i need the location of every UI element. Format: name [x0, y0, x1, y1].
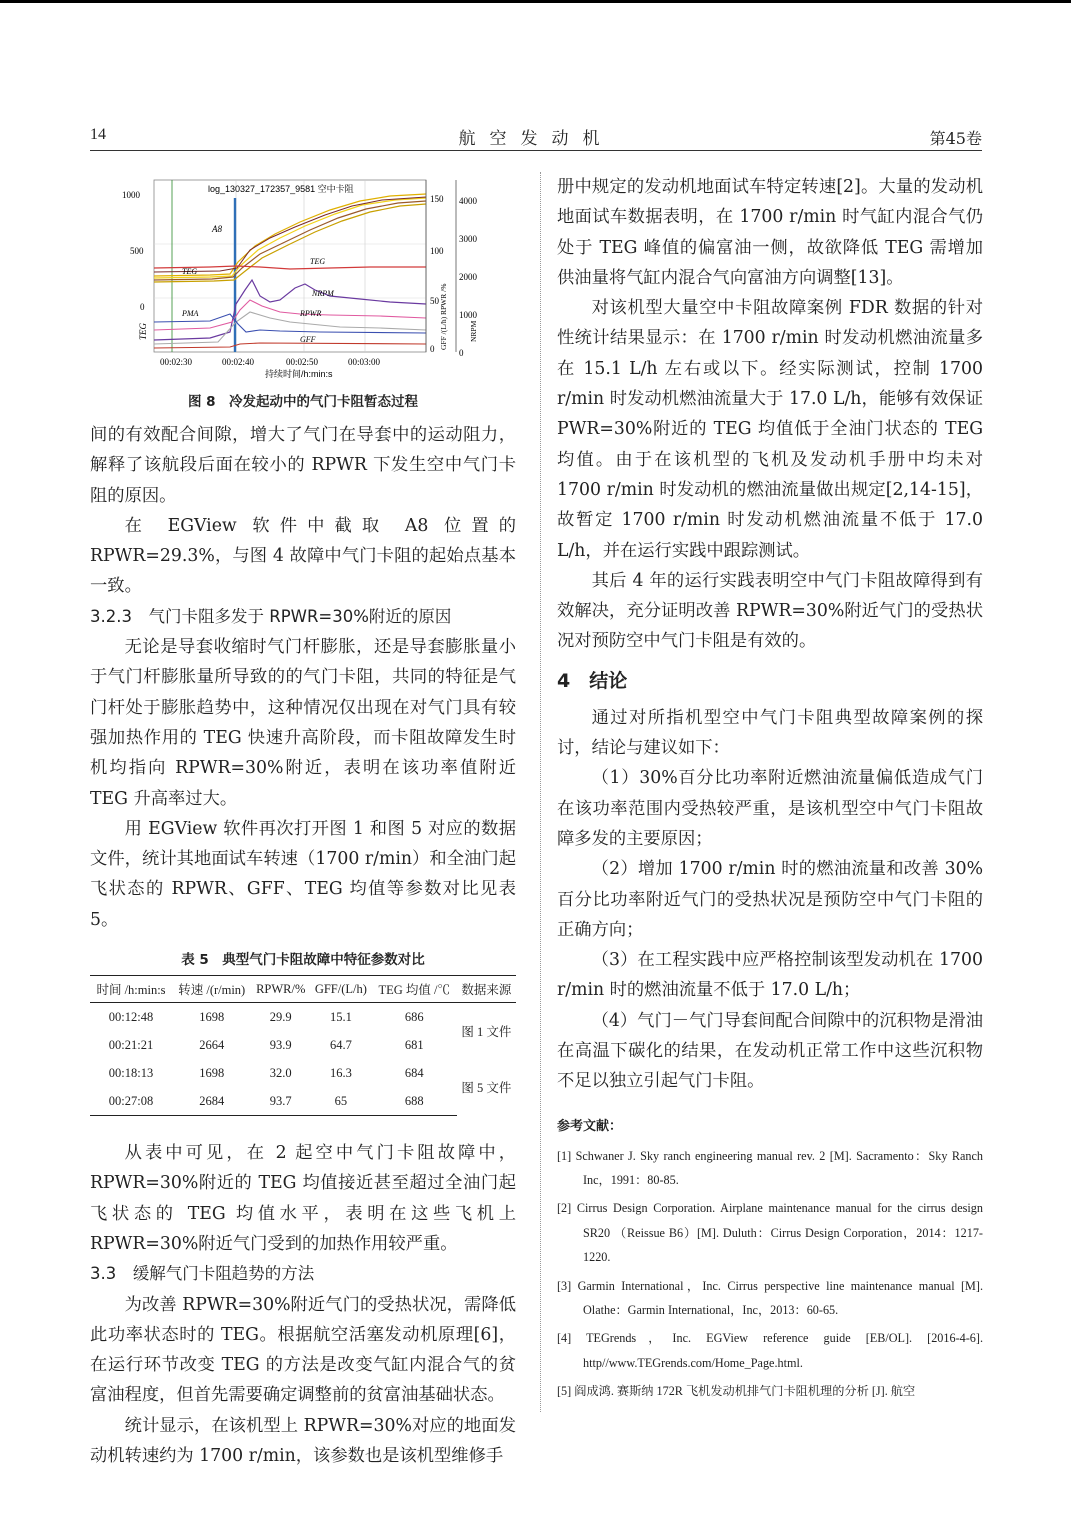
paragraph: 对该机型大量空中卡阻故障案例 FDR 数据的针对性统计结果显示：在 1700 r/min 时发动机燃油流量多在 15.1 L/h 左右或以下。经实际测试，控制 1700 r/min 时发动机燃油流量大于 17.0 L/h，能够有效保证 PWR=30%附近的 TEG 均值低于全油门状态的 TEG 均值。由于在该机型的飞机及发动机手册中均未对 1700 r/min 时发动机的燃油流量做出规定[2,14-15]，故暂定 1700 r/min 时发动机燃油流量不低于 17.0 L/h，并在运行实践中跟踪测试。	[557, 298, 983, 561]
table-cell: 00:18:13	[108, 1065, 154, 1080]
table-row	[90, 1031, 516, 1059]
paragraph: 统计显示，在该机型上 RPWR=30%对应的地面发动机转速约为 1700 r/min，该参数也是该机型维修手	[90, 1415, 516, 1467]
column-divider	[540, 172, 541, 1412]
table-cell: 00:27:08	[90, 1087, 172, 1116]
paragraph: （1）30%百分比功率附近燃油流量偏低造成气门在该功率范围内受热较严重，是该机型空中气门卡阻故障多发的主要原因；	[557, 768, 983, 849]
journal-title: 航空发动机	[458, 129, 614, 149]
paragraph: （2）增加 1700 r/min 时的燃油流量和改善 30%百分比功率附近气门的受热状况是预防空中气门卡阻的正确方向；	[557, 859, 983, 940]
y-right-tick-0: 0	[430, 344, 435, 354]
table-cell-source: 图 1 文件	[461, 1025, 512, 1040]
table-row	[90, 1003, 516, 1032]
table-5-caption: 表 5 典型气门卡阻故障中特征参数对比	[181, 952, 425, 969]
y-outer-tick-0: 0	[459, 348, 464, 358]
series-label-gff: GFF	[300, 335, 316, 344]
reference-item: [3] Garmin International，Inc. Cirrus perspective line maintenance manual [M]. Olathe：Garmin International，Inc，2013：60-65.	[557, 1278, 983, 1318]
figure-8-chart	[90, 172, 516, 382]
x-tick-3: 00:03:00	[348, 357, 381, 367]
section-heading-3-2-3: 3.2.3 气门卡阻多发于 RPWR=30%附近的原因	[90, 606, 452, 626]
table-header-cell: RPWR/%	[251, 976, 310, 1003]
table-header-cell: 时间 /h:min:s	[90, 976, 172, 1003]
series-label-rpwr: RPWR	[300, 309, 322, 318]
y-outer-tick-4000: 4000	[459, 196, 477, 206]
volume-label: 第45卷	[929, 129, 982, 148]
table-cell: 2664	[199, 1037, 225, 1052]
table-header-cell: 转速 /(r/min)	[172, 976, 252, 1003]
chart-title: log_130327_172357_9581 空中卡阻	[208, 184, 354, 194]
references-heading: 参考文献：	[557, 1118, 623, 1134]
paragraph: 为改善 RPWR=30%附近气门的受热状况，需降低此功率状态时的 TEG。根据航空活塞发动机原理[6]，在运行环节改变 TEG 的方法是改变气缸内混合气的贫富油程度，但首先需要确定调整前的贫富油基础状态。	[90, 1294, 516, 1406]
paragraph: （4）气门－气门导套间配合间隙中的沉积物是滑油在高温下碳化的结果，在发动机正常工作中这些沉积物不足以独立引起气门卡阻。	[557, 1010, 983, 1092]
header-rule	[90, 150, 982, 151]
y-left-tick-1000: 1000	[122, 190, 140, 200]
table-row	[90, 1059, 516, 1087]
table-cell: 32.0	[269, 1065, 292, 1080]
right-column	[557, 172, 983, 1408]
table-row	[90, 1087, 516, 1116]
reference-item: [4] TEGrends，Inc. EGView reference guide [EB/OL]. [2016-4-6]. http//www.TEGrends.com/Home_Page.html.	[557, 1331, 983, 1370]
table-5	[90, 975, 516, 1116]
table-cell: 65	[310, 1087, 372, 1116]
table-cell: 1698	[199, 1009, 225, 1024]
series-label-pma: PMA	[182, 309, 199, 318]
table-cell: 16.3	[329, 1065, 352, 1080]
table-header-cell: TEG 均值 /℃	[372, 976, 457, 1003]
x-tick-0: 00:02:30	[160, 357, 193, 367]
table-cell: 00:21:21	[108, 1037, 154, 1052]
y-outer-tick-2000: 2000	[459, 272, 477, 282]
paragraph: （3）在工程实践中应严格控制该型发动机在 1700 r/min 时的燃油流量不低于 17.0 L/h；	[557, 950, 983, 1001]
table-cell: 93.7	[251, 1087, 310, 1116]
y-right-tick-50: 50	[430, 296, 439, 306]
page-number: 14	[90, 126, 106, 143]
running-header	[90, 124, 982, 150]
y-left-tick-0: 0	[140, 302, 145, 312]
reference-item: [1] Schwaner J. Sky ranch engineering manual rev. 2 [M]. Sacramento：Sky Ranch Inc，1991：80-85.	[557, 1148, 983, 1188]
table-cell: 2684	[172, 1087, 252, 1116]
series-label-teg-2: TEG	[310, 257, 326, 266]
paragraph: 册中规定的发动机地面试车特定转速[2]。大量的发动机地面试车数据表明，在 1700 r/min 时气缸内混合气仍处于 TEG 峰值的偏富油一侧，故欲降低 TEG 需增加供油量将气缸内混合气向富油方向调整[13]。	[557, 177, 983, 288]
paragraph: 用 EGView 软件再次打开图 1 和图 5 对应的数据文件，统计其地面试车转速（1700 r/min）和全油门起飞状态的 RPWR、GFF、TEG 均值等参数对比见表 5。	[90, 818, 516, 930]
table-cell: 1698	[199, 1065, 225, 1080]
top-rule	[0, 0, 1071, 3]
y-right-tick-150: 150	[430, 194, 444, 204]
left-column	[90, 172, 516, 1471]
table-header-row	[90, 976, 516, 1003]
marker-label-a8: A8	[212, 224, 222, 234]
paragraph: 其后 4 年的运行实践表明空中气门卡阻故障得到有效解决，充分证明改善 RPWR=30%附近气门的受热状况对预防空中气门卡阻是有效的。	[557, 570, 983, 652]
table-cell: 686	[404, 1009, 424, 1024]
table-header-cell: 数据来源	[457, 976, 516, 1003]
y-left-label: TEG	[138, 322, 148, 340]
figure-8	[90, 172, 516, 420]
table-cell: 00:12:48	[108, 1009, 154, 1024]
x-tick-1: 00:02:40	[222, 357, 255, 367]
table-cell: 93.9	[269, 1037, 292, 1052]
y-outer-tick-3000: 3000	[459, 234, 477, 244]
paragraph: 间的有效配合间隙，增大了气门在导套中的运动阻力，解释了该航段后面在较小的 RPWR 下发生空中气门卡阻的原因。	[90, 425, 516, 506]
table-cell: 688	[372, 1087, 457, 1116]
table-cell: 681	[404, 1037, 424, 1052]
y-right-tick-100: 100	[430, 246, 444, 256]
paragraph: 通过对所指机型空中气门卡阻典型故障案例的探讨，结论与建议如下：	[557, 707, 983, 759]
series-label-teg-1: TEG	[182, 267, 198, 276]
table-header-cell: GFF/(L/h)	[310, 976, 372, 1003]
table-cell: 64.7	[329, 1037, 352, 1052]
series-label-nrpm: NRPM	[312, 289, 334, 298]
section-heading-3-3: 3.3 缓解气门卡阻趋势的方法	[90, 1264, 315, 1284]
y-outer-tick-1000: 1000	[459, 310, 477, 320]
x-axis-label: 持续时间/h:min:s	[265, 369, 333, 379]
table-cell-source: 图 5 文件	[461, 1081, 512, 1096]
paragraph: 从表中可见，在 2 起空中气门卡阻故障中，RPWR=30%附近的 TEG 均值接近甚至超过全油门起飞状态的 TEG 均值水平，表明在这些飞机上 RPWR=30%附近气门受到的加热作用较严重。	[90, 1143, 516, 1254]
paragraph: 在 EGView 软件中截取 A8 位置的 RPWR=29.3%，与图 4 故障中气门卡阻的起始点基本一致。	[90, 515, 516, 597]
paragraph: 无论是导套收缩时气门杆膨胀，还是导套膨胀量小于气门杆膨胀量所导致的的气门卡阻，共同的特征是气门杆处于膨胀趋势中，这种情况仅出现在对气门具有较强加热作用的 TEG 快速升高阶段，而卡阻故障发生时机均指向 RPWR=30%附近，表明在该功率值附近 TEG 升高率过大。	[90, 637, 516, 809]
figure-8-caption: 图 8 冷发起动中的气门卡阻暂态过程	[187, 394, 419, 410]
table-cell: 29.9	[269, 1009, 292, 1024]
y-outer-label: NRPM	[469, 320, 478, 342]
table-cell: 684	[404, 1065, 424, 1080]
y-right-mid-label: GFF /(L/h) RPWR /%	[439, 283, 448, 350]
section-heading-4: 4 结论	[557, 669, 628, 692]
reference-item: [5] 阎成鸿. 赛斯纳 172R 飞机发动机排气门卡阻机理的分析 [J]. 航空	[557, 1384, 916, 1399]
reference-item: [2] Cirrus Design Corporation. Airplane maintenance manual for the cirrus design SR20 （Reissue B6）[M]. Duluth：Cirrus Design Corporation，2014：1217-1220.	[557, 1201, 983, 1265]
x-tick-2: 00:02:50	[286, 357, 319, 367]
table-cell: 15.1	[329, 1009, 352, 1024]
y-left-tick-500: 500	[130, 246, 144, 256]
